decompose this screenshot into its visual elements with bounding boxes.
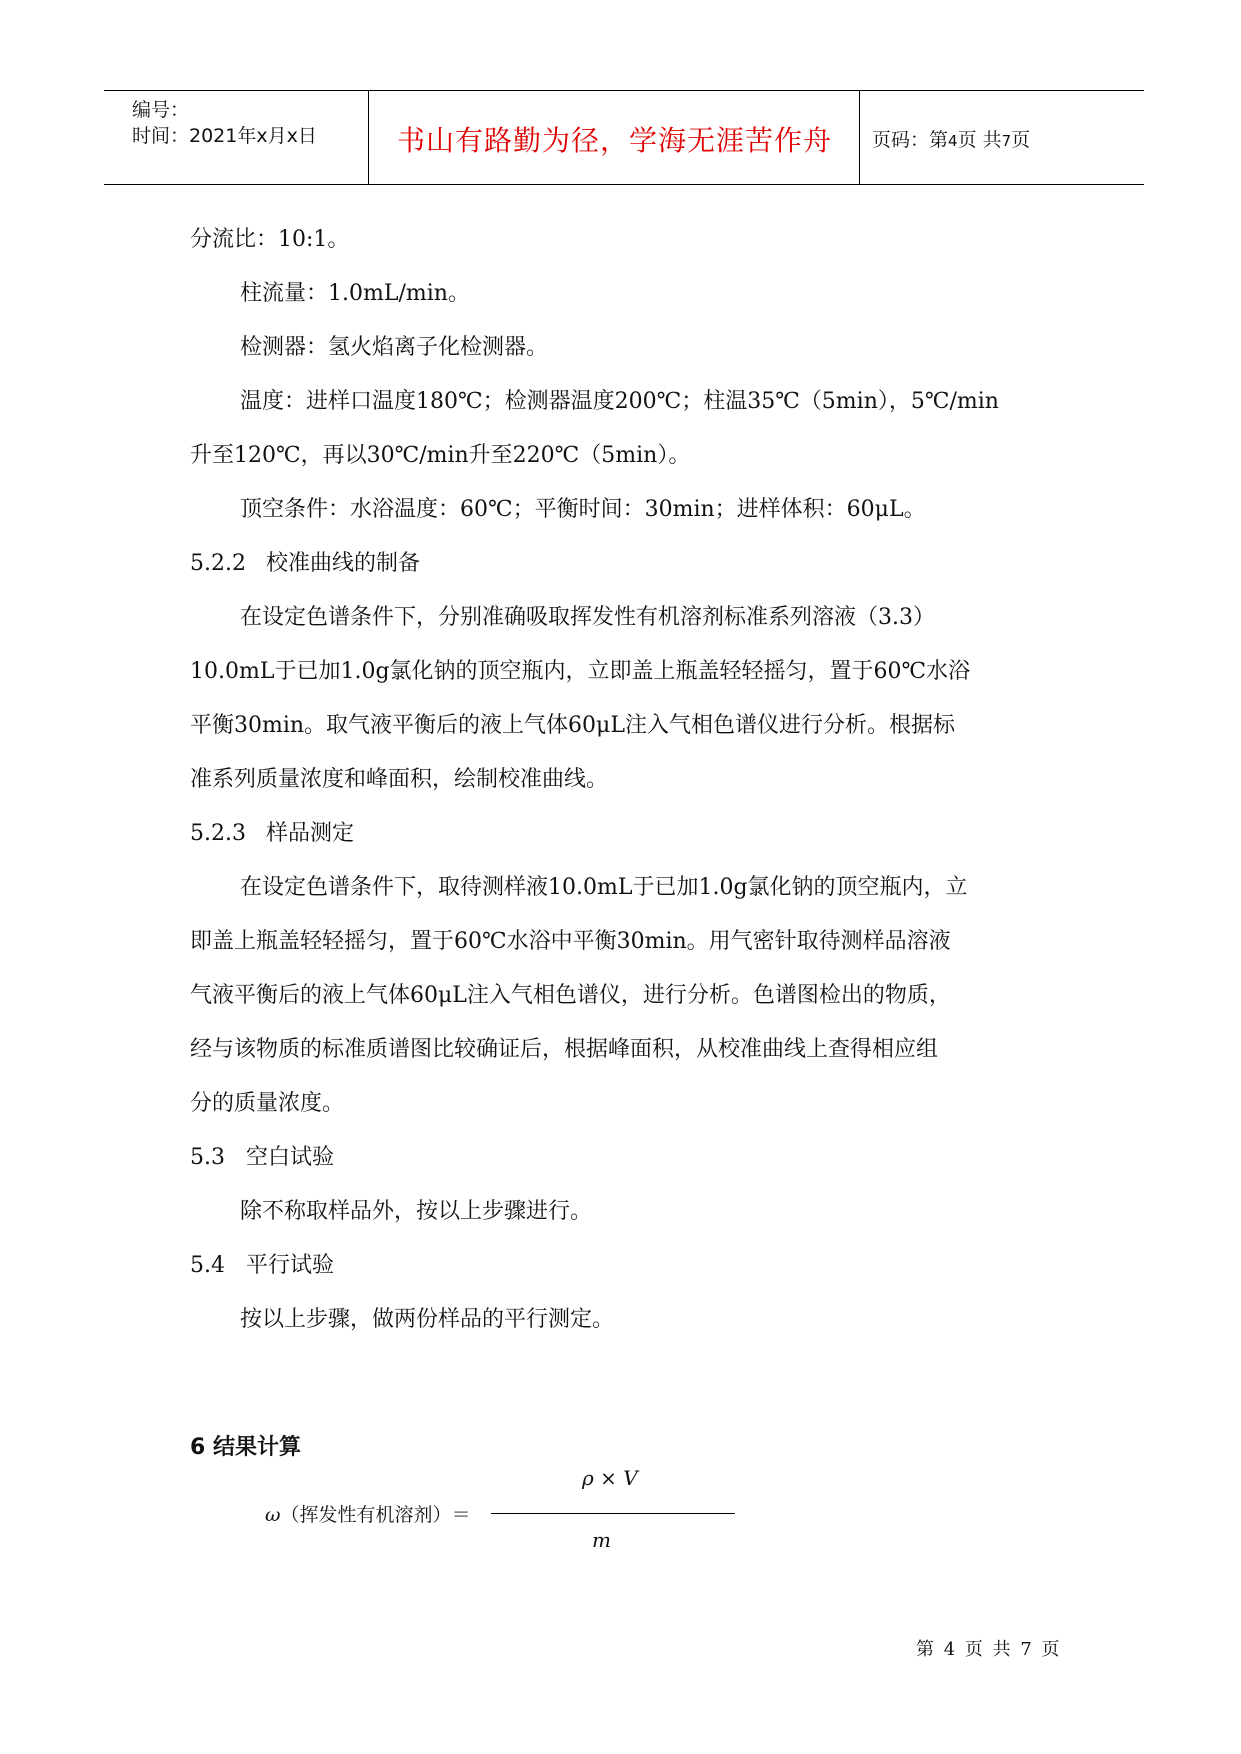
page-total: 7 xyxy=(1001,132,1012,150)
body-line: 柱流量：1.0mL/min。 xyxy=(240,281,470,306)
formula-denominator: m xyxy=(592,1528,611,1552)
body-line: 升至120℃，再以30℃/min升至220℃（5min）。 xyxy=(190,443,691,468)
page-current: 4 xyxy=(948,132,958,150)
formula-omega: ω xyxy=(265,1504,281,1526)
section-heading-5-4 xyxy=(190,1252,334,1279)
section-title: 平行试验 xyxy=(246,1253,335,1278)
formula-lhs xyxy=(265,1500,471,1527)
formula-lhs-text: （挥发性有机溶剂）＝ xyxy=(280,1504,471,1526)
serial-label: 编号： xyxy=(132,99,190,121)
body-line: 顶空条件：水浴温度：60℃；平衡时间：30min；进样体积：60μL。 xyxy=(240,497,926,522)
body-line: 10.0mL于已加1.0g氯化钠的顶空瓶内，立即盖上瓶盖轻轻摇匀，置于60℃水浴 xyxy=(190,659,971,684)
body-line: 平衡30min。取气液平衡后的液上气体60μL注入气相色谱仪进行分析。根据标 xyxy=(190,713,955,738)
body-line: 除不称取样品外，按以上步骤进行。 xyxy=(240,1199,593,1224)
body-line: 经与该物质的标准质谱图比较确证后，根据峰面积，从校准曲线上查得相应组 xyxy=(190,1037,939,1062)
section-heading-5-3 xyxy=(190,1144,334,1171)
body-line: 气液平衡后的液上气体60μL注入气相色谱仪，进行分析。色谱图检出的物质， xyxy=(190,983,951,1008)
header-page-number xyxy=(872,125,1030,152)
page-prefix: 页码：第 xyxy=(872,129,949,151)
section-number: 5.2.2 xyxy=(190,551,246,576)
page-suffix: 页 xyxy=(1011,129,1031,151)
section-number: 5.3 xyxy=(190,1145,225,1170)
body-line: 准系列质量浓度和峰面积，绘制校准曲线。 xyxy=(190,767,609,792)
body-line: 分流比：10:1。 xyxy=(190,227,350,252)
header-divider xyxy=(859,91,860,184)
section-heading-6: 6 结果计算 xyxy=(190,1435,301,1460)
body-line: 在设定色谱条件下，取待测样液10.0mL于已加1.0g氯化钠的顶空瓶内，立 xyxy=(240,875,968,900)
body-line: 检测器：氢火焰离子化检测器。 xyxy=(240,335,549,360)
body-line: 即盖上瓶盖轻轻摇匀，置于60℃水浴中平衡30min。用气密针取待测样品溶液 xyxy=(190,929,951,954)
section-title: 空白试验 xyxy=(246,1145,335,1170)
page-header xyxy=(104,90,1144,185)
header-motto: 书山有路勤为径，学海无涯苦作舟 xyxy=(396,124,832,157)
formula-numerator: ρ × V xyxy=(582,1466,638,1490)
body-line: 在设定色谱条件下，分别准确吸取挥发性有机溶剂标准系列溶液（3.3） xyxy=(240,605,935,630)
header-divider xyxy=(368,91,369,184)
page-mid: 页 共 xyxy=(957,129,1002,151)
header-meta xyxy=(118,91,368,184)
section-title: 校准曲线的制备 xyxy=(266,551,421,576)
body-line: 按以上步骤，做两份样品的平行测定。 xyxy=(240,1307,615,1332)
section-heading-5-2-2 xyxy=(190,550,420,577)
body-line: 分的质量浓度。 xyxy=(190,1091,345,1116)
section-number: 5.2.3 xyxy=(190,821,246,846)
body-line: 温度：进样口温度180℃；检测器温度200℃；柱温35℃（5min），5℃/min xyxy=(240,389,999,414)
section-heading-5-2-3 xyxy=(190,820,354,847)
section-number: 5.4 xyxy=(190,1253,225,1278)
page-footer: 第 4 页 共 7 页 xyxy=(916,1639,1062,1660)
time-label: 时间：2021年x月x日 xyxy=(132,125,317,147)
formula-fraction-bar xyxy=(491,1513,735,1514)
section-title: 样品测定 xyxy=(266,821,355,846)
